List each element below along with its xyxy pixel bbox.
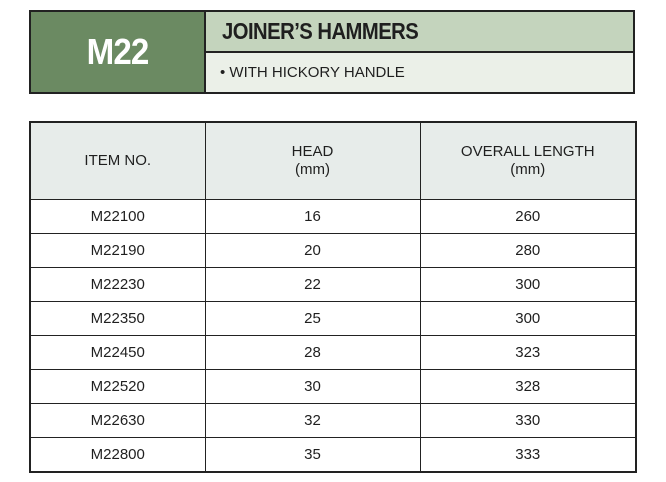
item-no-cell: M22230 [30,268,205,302]
item-no-cell: M22350 [30,302,205,336]
spec-table [29,121,637,473]
table-row [30,200,636,234]
head-cell: 28 [205,336,420,370]
table-row [30,336,636,370]
head-cell: 22 [205,268,420,302]
head-cell: 16 [205,200,420,234]
item-no-cell: M22450 [30,336,205,370]
table-row [30,268,636,302]
header-info [206,12,633,92]
table-row [30,302,636,336]
length-cell: 333 [420,438,636,473]
head-cell: 20 [205,234,420,268]
length-cell: 330 [420,404,636,438]
table-row [30,234,636,268]
table-row [30,404,636,438]
head-cell: 25 [205,302,420,336]
head-cell: 32 [205,404,420,438]
length-cell: 300 [420,268,636,302]
subtitle-row [206,53,633,92]
product-title: JOINER’S HAMMERS [222,18,419,44]
length-cell: 323 [420,336,636,370]
product-header [29,10,635,94]
length-cell: 280 [420,234,636,268]
head-cell: 30 [205,370,420,404]
table-header-row [30,122,636,200]
product-code: M22 [86,31,149,72]
table-row [30,370,636,404]
table-row [30,438,636,473]
product-feature: • WITH HICKORY HANDLE [220,64,405,81]
item-no-cell: M22100 [30,200,205,234]
item-no-cell: M22800 [30,438,205,473]
length-cell: 300 [420,302,636,336]
item-no-cell: M22190 [30,234,205,268]
item-no-cell: M22520 [30,370,205,404]
title-row [206,12,633,53]
column-header-item-no: ITEM NO. [30,122,205,200]
column-header-head: HEAD (mm) [205,122,420,200]
head-cell: 35 [205,438,420,473]
item-no-cell: M22630 [30,404,205,438]
column-header-overall-length: OVERALL LENGTH (mm) [420,122,636,200]
length-cell: 260 [420,200,636,234]
product-code-box [31,12,206,92]
length-cell: 328 [420,370,636,404]
